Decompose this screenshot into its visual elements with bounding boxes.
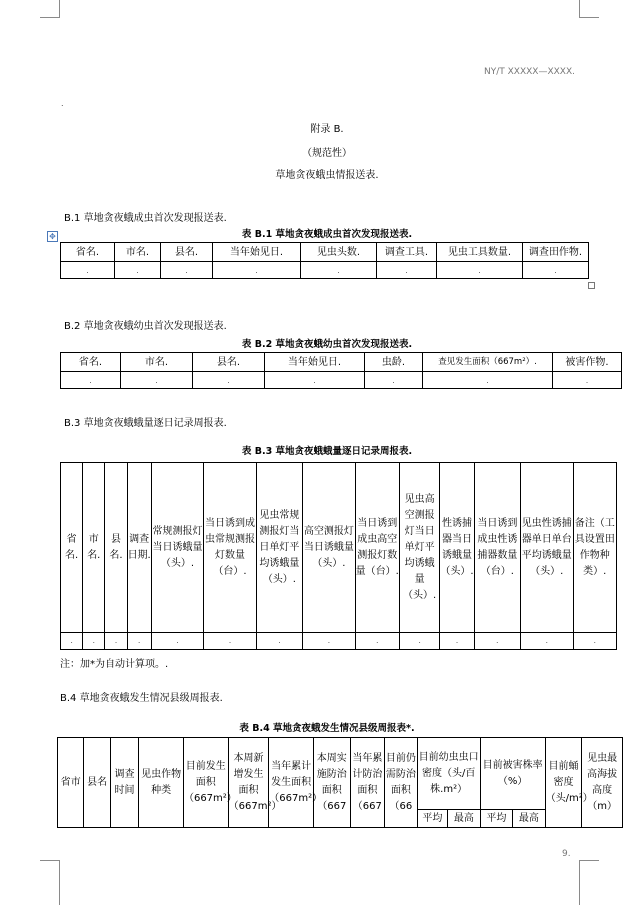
column-header: 当年始见日. bbox=[213, 243, 301, 262]
column-header: 见虫头数. bbox=[301, 243, 377, 262]
column-header: 省名. bbox=[61, 353, 121, 372]
column-header: 省名. bbox=[61, 463, 83, 633]
appendix-title: 附录 B. bbox=[310, 124, 344, 135]
table-cell[interactable]: . bbox=[204, 633, 256, 650]
column-subheader: 最高 bbox=[448, 810, 481, 828]
crop-mark bbox=[40, 17, 59, 18]
column-subheader: 平均 bbox=[480, 810, 513, 828]
crop-mark bbox=[40, 860, 59, 861]
table-cell[interactable]: . bbox=[213, 262, 301, 279]
table-resize-handle[interactable] bbox=[588, 282, 595, 289]
column-header: 目前蛹密度（头/m²） bbox=[545, 738, 582, 828]
column-header: 市名. bbox=[121, 353, 193, 372]
table-row bbox=[61, 633, 617, 650]
column-header: 查见发生面积（667m²）. bbox=[423, 353, 553, 372]
column-header: 调查工具. bbox=[377, 243, 437, 262]
page-number: 9. bbox=[562, 849, 571, 859]
column-header: 目前被害株率（%） bbox=[480, 738, 545, 810]
table-b1 bbox=[60, 242, 589, 279]
table-header-row bbox=[58, 738, 623, 810]
table-cell[interactable]: . bbox=[256, 633, 302, 650]
crop-mark bbox=[579, 0, 580, 18]
table-cell[interactable]: . bbox=[161, 262, 213, 279]
table-cell[interactable]: . bbox=[303, 633, 355, 650]
table-cell[interactable]: . bbox=[573, 633, 617, 650]
table-cell[interactable]: . bbox=[61, 262, 115, 279]
column-header: 目前发生面积（667m²） bbox=[183, 738, 228, 828]
section-b2-heading: B.2 草地贪夜蛾幼虫首次发现报送表. bbox=[64, 321, 227, 332]
table-header-row bbox=[61, 463, 617, 633]
table-cell[interactable]: . bbox=[61, 372, 121, 389]
table-cell[interactable]: . bbox=[377, 262, 437, 279]
table-cell[interactable]: . bbox=[127, 633, 151, 650]
column-header: 性诱捕器当日诱蛾量（头）. bbox=[440, 463, 474, 633]
appendix-name: 草地贪夜蛾虫情报送表. bbox=[275, 170, 379, 181]
table-b1-caption: 表 B.1 草地贪夜蛾成虫首次发现报送表. bbox=[241, 229, 413, 240]
table-cell[interactable]: . bbox=[440, 633, 474, 650]
column-header: 见虫性诱捕器单日单台平均诱蛾量（头）. bbox=[521, 463, 573, 633]
paragraph-mark-icon: . bbox=[61, 99, 64, 108]
table-cell[interactable]: . bbox=[355, 633, 399, 650]
column-header: 调查田作物. bbox=[523, 243, 589, 262]
table-header-row bbox=[61, 353, 622, 372]
column-header: 备注（工具设置田作物种类）. bbox=[573, 463, 617, 633]
table-row bbox=[61, 262, 589, 279]
column-header: 调查日期. bbox=[127, 463, 151, 633]
table-b3-note: 注：加*为自动计算项。. bbox=[60, 659, 169, 670]
table-cell[interactable]: . bbox=[399, 633, 439, 650]
table-cell[interactable]: . bbox=[121, 372, 193, 389]
table-b2-caption: 表 B.2 草地贪夜蛾幼虫首次发现报送表. bbox=[241, 339, 413, 350]
column-header: 目前仍需防治面积（66 bbox=[385, 738, 418, 828]
table-cell[interactable]: . bbox=[115, 262, 161, 279]
table-cell[interactable]: . bbox=[83, 633, 105, 650]
column-header: 本周新增发生面积（667m²） bbox=[228, 738, 269, 828]
table-b4-caption: 表 B.4 草地贪夜蛾发生情况县级周报表*. bbox=[239, 723, 415, 734]
table-cell[interactable]: . bbox=[521, 633, 573, 650]
column-header: 市名. bbox=[83, 463, 105, 633]
column-header: 调查时间 bbox=[110, 738, 138, 828]
column-subheader: 最高 bbox=[513, 810, 546, 828]
column-header: 县名. bbox=[161, 243, 213, 262]
table-cell[interactable]: . bbox=[61, 633, 83, 650]
table-cell[interactable]: . bbox=[474, 633, 520, 650]
column-header: 省市 bbox=[58, 738, 84, 828]
section-b1-heading: B.1 草地贪夜蛾成虫首次发现报送表. bbox=[64, 213, 227, 224]
table-cell[interactable]: . bbox=[265, 372, 365, 389]
column-header: 当日诱到成虫性诱捕器数量（台）. bbox=[474, 463, 520, 633]
column-header: 见虫高空测报灯当日单灯平均诱蛾量（头）. bbox=[399, 463, 439, 633]
column-header: 县名. bbox=[105, 463, 127, 633]
crop-mark bbox=[579, 860, 580, 905]
column-header: 见虫常规测报灯当日单灯平均诱蛾量（头）. bbox=[256, 463, 302, 633]
column-header: 本周实施防治面积（667 bbox=[314, 738, 351, 828]
crop-mark bbox=[59, 860, 60, 905]
column-header: 省名. bbox=[61, 243, 115, 262]
document-header-code: NY/T XXXXX—XXXX. bbox=[484, 67, 575, 77]
table-header-row bbox=[61, 243, 589, 262]
table-b2 bbox=[60, 352, 622, 389]
column-header: 当年累计防治面积（667 bbox=[350, 738, 385, 828]
crop-mark bbox=[59, 0, 60, 18]
column-header: 见虫作物种类 bbox=[139, 738, 184, 828]
column-header: 当日诱到成虫高空测报灯数量（台）. bbox=[355, 463, 399, 633]
column-header: 见虫工具数量. bbox=[437, 243, 523, 262]
crop-mark bbox=[580, 17, 599, 18]
table-cell[interactable]: . bbox=[105, 633, 127, 650]
crop-mark bbox=[580, 860, 599, 861]
table-cell[interactable]: . bbox=[151, 633, 203, 650]
section-b4-heading: B.4 草地贪夜蛾发生情况县级周报表. bbox=[60, 693, 223, 704]
table-cell[interactable]: . bbox=[193, 372, 265, 389]
column-header: 被害作物. bbox=[553, 353, 622, 372]
table-cell[interactable]: . bbox=[365, 372, 423, 389]
column-header: 当年始见日. bbox=[265, 353, 365, 372]
table-cell[interactable]: . bbox=[523, 262, 589, 279]
column-header: 县名. bbox=[193, 353, 265, 372]
table-b4 bbox=[57, 737, 623, 828]
table-cell[interactable]: . bbox=[423, 372, 553, 389]
table-row bbox=[61, 372, 622, 389]
column-header: 当年累计发生面积（667m²） bbox=[269, 738, 314, 828]
section-b3-heading: B.3 草地贪夜蛾蛾量逐日记录周报表. bbox=[64, 418, 227, 429]
table-cell[interactable]: . bbox=[437, 262, 523, 279]
column-header: 高空测报灯当日诱蛾量（头）. bbox=[303, 463, 355, 633]
column-header: 目前幼虫虫口密度（头/百株.m²） bbox=[417, 738, 480, 810]
column-header: 县名 bbox=[84, 738, 110, 828]
table-b3-caption: 表 B.3 草地贪夜蛾蛾量逐日记录周报表. bbox=[241, 446, 413, 457]
column-header: 当日诱到成虫常规测报灯数量（台）. bbox=[204, 463, 256, 633]
table-cell[interactable]: . bbox=[301, 262, 377, 279]
table-move-handle-icon[interactable]: ✥ bbox=[47, 231, 58, 242]
column-header: 虫龄. bbox=[365, 353, 423, 372]
table-cell[interactable]: . bbox=[553, 372, 622, 389]
column-header: 常规测报灯当日诱蛾量（头）. bbox=[151, 463, 203, 633]
column-subheader: 平均 bbox=[417, 810, 447, 828]
table-b3 bbox=[60, 462, 617, 650]
appendix-nature: （规范性） bbox=[302, 148, 352, 159]
column-header: 见虫最高海拔高度（m） bbox=[582, 738, 623, 828]
column-header: 市名. bbox=[115, 243, 161, 262]
